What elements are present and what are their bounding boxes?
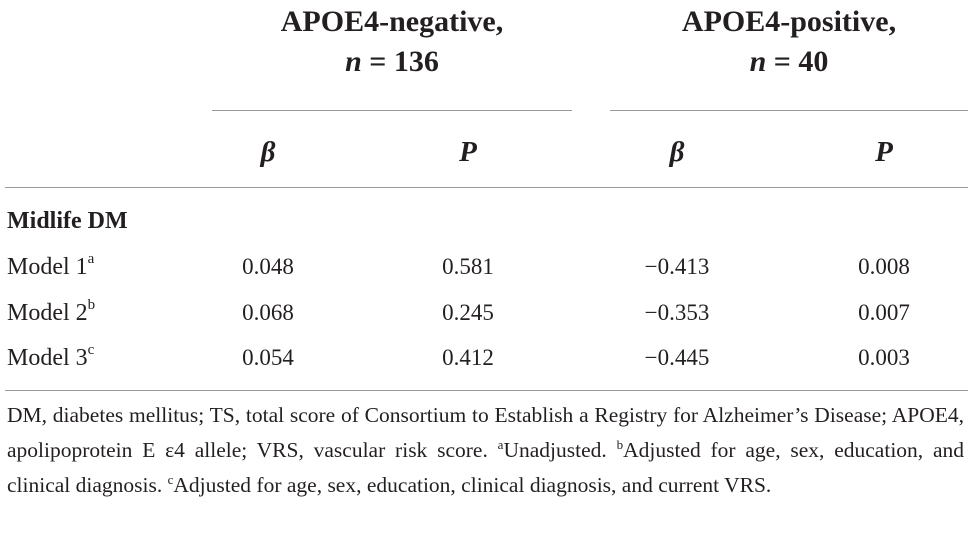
- footnote-mark: b: [616, 436, 624, 452]
- footnote-text: Unadjusted.: [503, 438, 607, 462]
- cell-beta-negative: 0.068: [242, 300, 294, 325]
- group-rule-negative: [212, 110, 572, 111]
- group-rule-positive: [610, 110, 968, 111]
- cell-p-negative: 0.581: [442, 254, 494, 279]
- cell-p-negative: 0.245: [442, 300, 494, 325]
- section-label: Midlife DM: [7, 208, 128, 234]
- footnote-text: Adjusted for age, sex, education, clinical diagnosis, and current VRS.: [173, 473, 772, 497]
- col-header-p-negative: P: [459, 136, 477, 168]
- cell-p-positive: 0.007: [858, 300, 910, 325]
- n-label: n: [749, 45, 767, 78]
- row-label: Model 1$^a$: [7, 251, 95, 280]
- group-header-apoe4-positive: [610, 2, 968, 82]
- n-value: 136: [393, 45, 439, 78]
- col-header-beta-positive: β: [669, 136, 685, 168]
- table-footnote: [7, 398, 964, 503]
- cell-beta-positive: −0.445: [644, 345, 710, 370]
- group-sample-size: n = 136: [345, 45, 439, 78]
- n-label: n: [345, 45, 362, 78]
- cell-p-positive: 0.003: [858, 345, 910, 370]
- header-rule: [5, 187, 968, 188]
- footnote-text: Adjusted for age, sex, education, and clinical diagnosis.: [7, 438, 965, 497]
- group-header-apoe4-negative: [212, 2, 572, 82]
- row-label: Model 3$^c$: [7, 342, 95, 371]
- cell-beta-positive: −0.353: [644, 300, 710, 325]
- cell-beta-negative: 0.048: [242, 254, 294, 279]
- n-value: 40: [798, 45, 829, 78]
- cell-beta-negative: 0.054: [242, 345, 294, 370]
- footnote-mark: a: [497, 436, 504, 452]
- footnote-mark: a: [87, 251, 95, 267]
- cell-beta-positive: −0.413: [644, 254, 710, 279]
- footnote-mark: b: [87, 297, 96, 313]
- footnote-mark: c: [167, 471, 174, 487]
- col-header-p-positive: P: [875, 136, 893, 168]
- footnote-abbreviations: DM, diabetes mellitus; TS, total score of Consortium to Establish a Registry for Alzheimer’s Disease; APOE4, apolipoprotein E ε4 allele; VRS, vascular risk score.: [7, 403, 964, 462]
- table-bottom-rule: [5, 390, 968, 391]
- group-sample-size: n = 40: [749, 45, 829, 78]
- col-header-beta-negative: β: [260, 136, 276, 168]
- group-name: APOE4-positive,: [681, 5, 897, 38]
- cell-p-positive: 0.008: [858, 254, 910, 279]
- cell-p-negative: 0.412: [442, 345, 494, 370]
- footnote-mark: c: [87, 342, 95, 358]
- group-name: APOE4-negative,: [280, 5, 504, 38]
- row-label: Model 2$^b$: [7, 297, 96, 326]
